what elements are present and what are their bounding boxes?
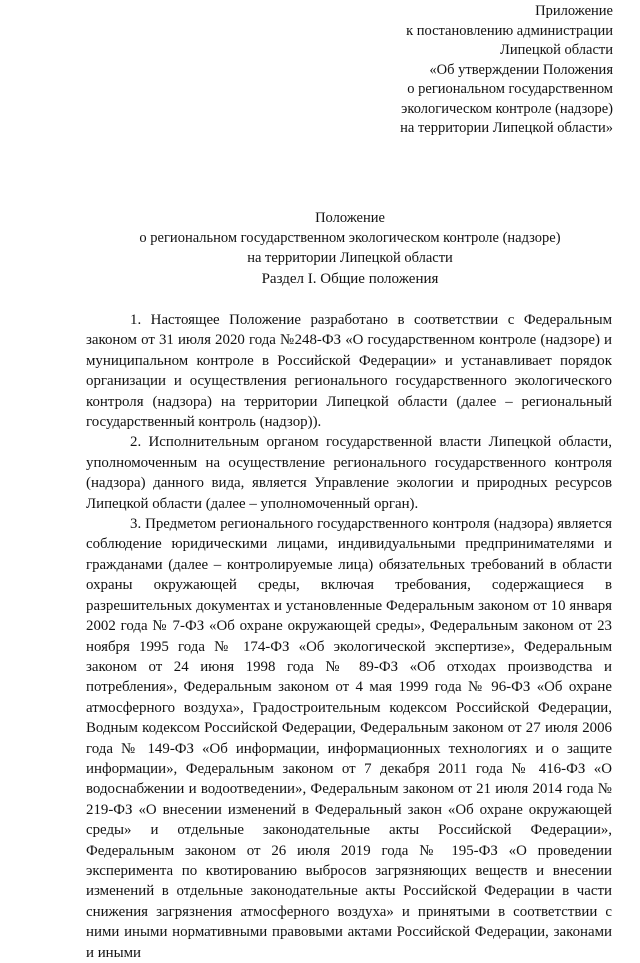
paragraph: 1. Настоящее Положение разработано в соответствии с Федеральным законом от 31 июля 2020 года №248-ФЗ «О государственном контроле (надзоре) и муниципальном контроле в Российской Федерации» и устанавливает порядок организации и осуществления регионального государственного экологического контроля (надзора) на территории Липецкой области (далее – региональный государственный контроль (надзор)). bbox=[86, 312, 612, 431]
appendix-line: на территории Липецкой области» bbox=[400, 120, 613, 136]
title-line: Положение bbox=[315, 210, 385, 226]
appendix-line: о региональном государственном bbox=[407, 81, 613, 97]
appendix-line: Приложение bbox=[535, 3, 613, 19]
appendix-line: экологическом контроле (надзоре) bbox=[401, 100, 613, 117]
title-line: на территории Липецкой области bbox=[247, 250, 453, 266]
appendix-line: «Об утверждении Положения bbox=[429, 61, 613, 78]
appendix-line: к постановлению администрации bbox=[406, 22, 613, 39]
paragraph: 3. Предметом регионального государственного контроля (надзора) является соблюдение юридическими лицами, индивидуальными предпринимателями и гражданами (далее – контролируемые лица) обязательных требований в области охраны окружающей среды, включая требования, содержащиеся в разрешительных документах и установленные Федеральным законом от 10 января 2002 года № 7-ФЗ «Об охране окружающей среды», Федеральным законом от 23 ноября 1995 года № 174-ФЗ «Об экологической экспертизе», Федеральным законом от 24 июня 1998 года № 89-ФЗ «Об отходах производства и потребления», Федеральным законом от 4 мая 1999 года № 96-ФЗ «Об охране атмосферного воздуха», Градостроительным кодексом Российской Федерации, Водным кодексом Российской Федерации, Федеральным законом от 27 июля 2006 года № 149-ФЗ «Об информации, информационных технологиях и о защите информации», Федеральным законом от 7 декабря 2011 года № 416-ФЗ «О водоснабжении и водоотведении», Федеральным законом от 21 июля 2014 года № 219-ФЗ «О внесении изменений в Федеральный закон «Об охране окружающей среды» и отдельные законодательные акты Российской Федерации», Федеральным законом от 26 июля 2019 года № 195-ФЗ «О проведении эксперимента по квотированию выбросов загрязняющих веществ и внесении изменений в отдельные законодательные акты Российской Федерации в части снижения загрязнения атмосферного воздуха» и принятыми в соответствии с ними иными нормативными правовыми актами Российской Федерации, законами и иными bbox=[86, 516, 612, 961]
document-title bbox=[90, 208, 610, 268]
appendix-line: Липецкой области bbox=[500, 42, 613, 58]
title-line: о региональном государственном экологическом контроле (надзоре) bbox=[139, 230, 561, 246]
appendix-header bbox=[283, 2, 613, 139]
document-body bbox=[86, 310, 612, 963]
section-heading: Раздел I. Общие положения bbox=[261, 271, 439, 287]
paragraph: 2. Исполнительным органом государственной власти Липецкой области, уполномоченным на осуществление регионального государственного контроля (надзора) данного вида, является Управление экологии и природных ресурсов Липецкой области (далее – уполномоченный орган). bbox=[86, 434, 612, 512]
